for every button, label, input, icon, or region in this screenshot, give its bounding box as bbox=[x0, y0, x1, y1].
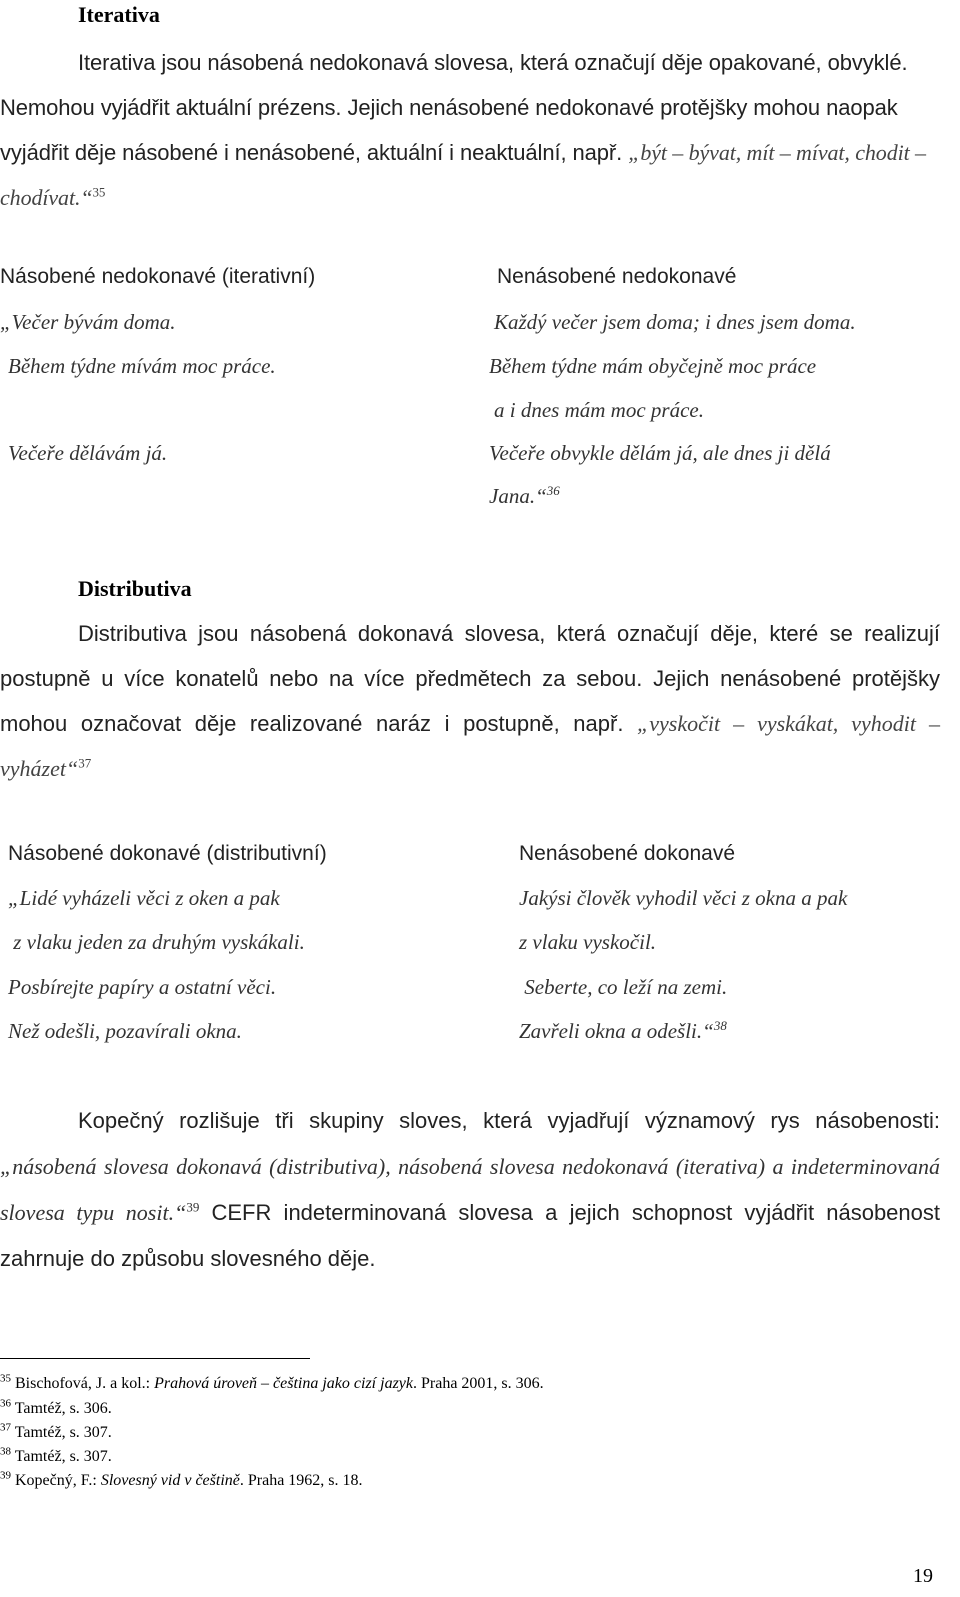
footnote-36 bbox=[0, 1397, 112, 1418]
distributiva-right-example-4-text: Zavřeli okna a odešli.“ bbox=[519, 1019, 714, 1043]
footnote-text-end: . Praha 1962, s. 18. bbox=[239, 1472, 363, 1489]
kopecny-paragraph-end: CEFR indeterminovaná slovesa a jejich schopnost vyjádřit násobenost zahrnuje do způsobu slovesného děje. bbox=[0, 1200, 941, 1271]
distributiva-right-example-1: Jakýsi člověk vyhodil věci z okna a pak bbox=[519, 886, 848, 910]
footnote-39 bbox=[0, 1469, 363, 1490]
iterativa-paragraph-text: Iterativa jsou násobená nedokonavá slovesa, která označují děje opakované, obvyklé. Nemohou vyjádřit aktuální prézens. Jejich nenásobené nedokonavé protějšky mohou naopak vyjádřit děje násobené i nenásobené, aktuální i neaktuální, např. bbox=[0, 50, 908, 165]
distributiva-paragraph-text: Distributiva jsou násobená dokonavá slovesa, která označují děje, které se realizují postupně u více konatelů nebo na více předmětech za sebou. Jejich nenásobené protějšky mohou označovat děje realizované naráz i postupně, např. bbox=[0, 621, 940, 736]
footnote-ref-35: 35 bbox=[92, 184, 106, 200]
footnote-ref-39: 39 bbox=[186, 1199, 200, 1215]
footnote-38 bbox=[0, 1445, 112, 1466]
iterativa-left-example-2: Během týdne mívám moc práce. bbox=[8, 354, 276, 378]
iterativa-right-example-1: Každý večer jsem doma; i dnes jsem doma. bbox=[494, 310, 856, 334]
footnote-text: Tamtéž, s. 307. bbox=[14, 1424, 112, 1441]
iterativa-examples: „být – bývat, mít – mívat, chodit – chodívat.“ bbox=[0, 140, 926, 210]
distributiva-right-example-3: Seberte, co leží na zemi. bbox=[519, 975, 728, 999]
footnote-number: 39 bbox=[0, 1469, 11, 1482]
distributiva-right-example-4 bbox=[519, 1019, 727, 1044]
kopecny-paragraph bbox=[0, 1098, 940, 1282]
footnote-number: 36 bbox=[0, 1397, 11, 1410]
iterativa-right-column-heading: Nenásobené nedokonavé bbox=[497, 265, 737, 288]
distributiva-paragraph bbox=[0, 611, 940, 791]
footnote-text-end: . Praha 2001, s. 306. bbox=[413, 1375, 544, 1392]
iterativa-right-example-5-text: Jana.“ bbox=[489, 484, 547, 508]
footnote-title: Slovesný vid v češtině bbox=[100, 1472, 240, 1489]
kopecny-paragraph-start: Kopečný rozlišuje tři skupiny sloves, která vyjadřují významový rys násobenosti: bbox=[78, 1108, 940, 1133]
footnote-separator bbox=[0, 1358, 310, 1359]
footnote-text: Kopečný, F.: bbox=[15, 1472, 101, 1489]
footnote-number: 38 bbox=[0, 1445, 11, 1458]
distributiva-left-column-heading: Násobené dokonavé (distributivní) bbox=[8, 842, 327, 865]
footnote-37 bbox=[0, 1421, 112, 1442]
distributiva-examples: „vyskočit – vyskákat, vyhodit – vyházet“ bbox=[0, 711, 940, 781]
footnote-text: Bischofová, J. a kol.: bbox=[15, 1375, 155, 1392]
section-heading-iterativa: Iterativa bbox=[78, 2, 160, 27]
iterativa-left-column-heading: Násobené nedokonavé (iterativní) bbox=[0, 265, 316, 288]
footnote-ref-38: 38 bbox=[713, 1018, 727, 1033]
iterativa-right-example-4: Večeře obvykle dělám já, ale dnes ji dělá bbox=[489, 441, 831, 465]
iterativa-paragraph bbox=[0, 40, 940, 220]
iterativa-right-example-5 bbox=[489, 484, 560, 509]
footnote-title: Prahová úroveň – čeština jako cizí jazyk bbox=[154, 1375, 413, 1392]
footnote-text: Tamtéž, s. 307. bbox=[14, 1448, 112, 1465]
section-heading-distributiva: Distributiva bbox=[78, 576, 192, 601]
footnote-number: 37 bbox=[0, 1421, 11, 1434]
iterativa-left-example-3: Večeře dělávám já. bbox=[8, 441, 168, 465]
distributiva-right-column-heading: Nenásobené dokonavé bbox=[519, 842, 736, 865]
footnote-number: 35 bbox=[0, 1372, 11, 1385]
distributiva-left-example-2: z vlaku jeden za druhým vyskákali. bbox=[8, 930, 305, 954]
distributiva-left-example-1: „Lidé vyházeli věci z oken a pak bbox=[8, 886, 280, 910]
distributiva-left-example-4: Než odešli, pozavírali okna. bbox=[8, 1019, 242, 1043]
page-number: 19 bbox=[913, 1565, 933, 1587]
footnote-ref-36: 36 bbox=[546, 483, 560, 498]
distributiva-left-example-3: Posbírejte papíry a ostatní věci. bbox=[8, 975, 277, 999]
iterativa-right-example-3: a i dnes mám moc práce. bbox=[494, 398, 704, 422]
distributiva-right-example-2: z vlaku vyskočil. bbox=[519, 930, 657, 954]
footnote-text: Tamtéž, s. 306. bbox=[14, 1400, 112, 1417]
kopecny-quote: „násobená slovesa dokonavá (distributiva), násobená slovesa nedokonavá (iterativa) a indeterminovaná slovesa typu nosit.“ bbox=[0, 1154, 940, 1225]
iterativa-right-example-2: Během týdne mám obyčejně moc práce bbox=[489, 354, 817, 378]
footnote-ref-37: 37 bbox=[78, 755, 92, 771]
iterativa-left-example-1: „Večer bývám doma. bbox=[0, 310, 176, 334]
footnote-35 bbox=[0, 1372, 544, 1393]
